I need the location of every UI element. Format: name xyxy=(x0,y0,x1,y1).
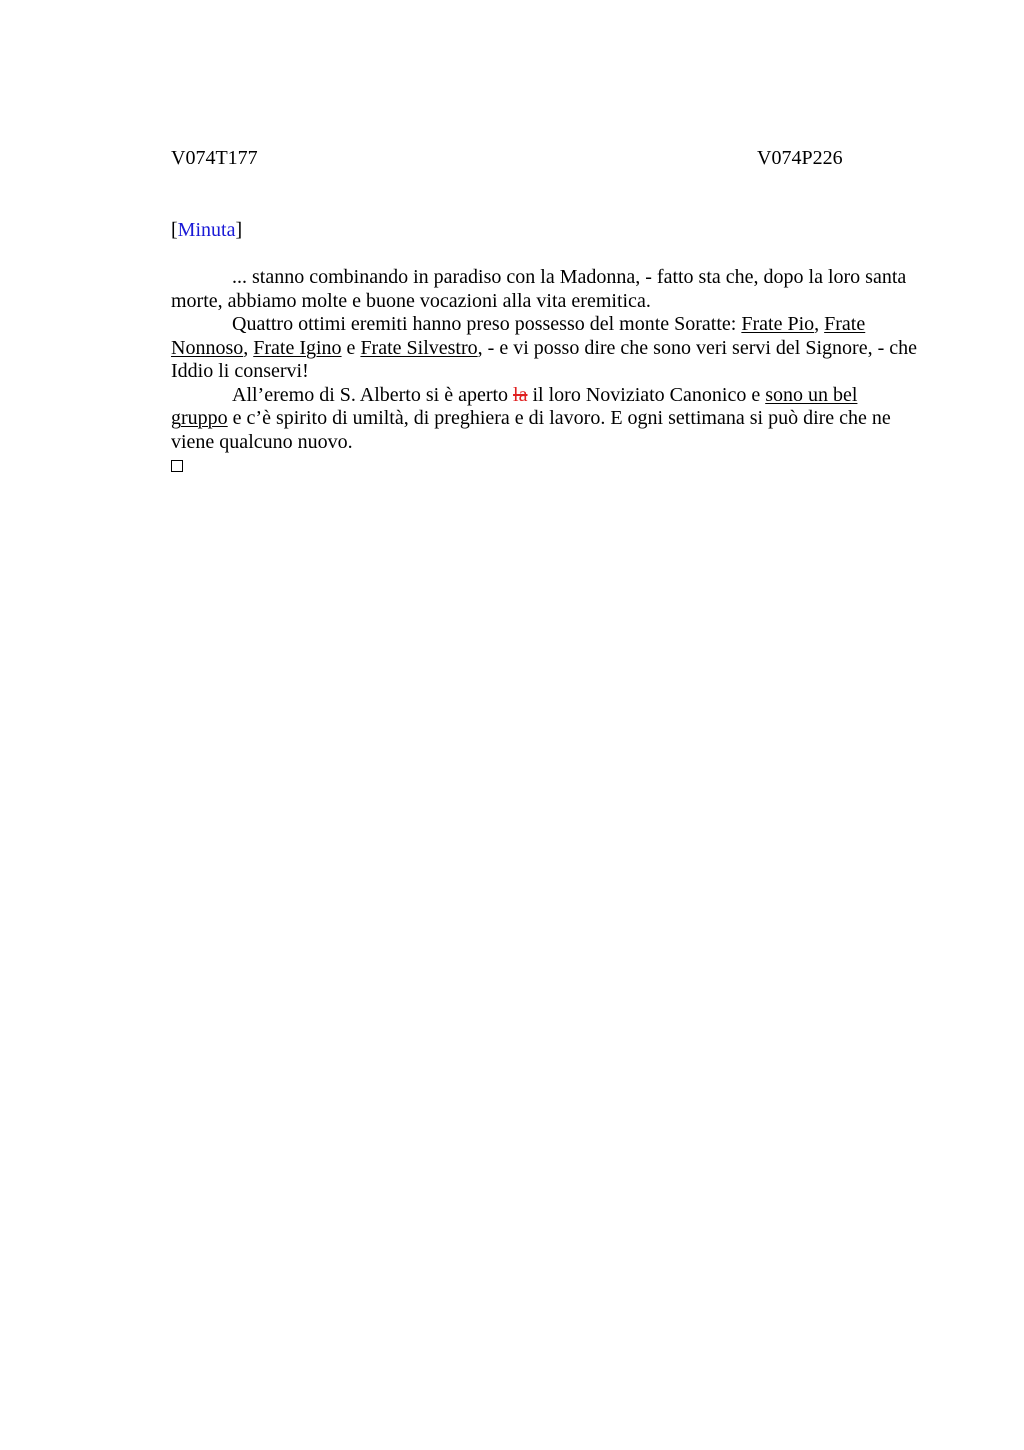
deleted-word: la xyxy=(513,383,528,406)
paragraph-3-text: e c’è spirito di umiltà, di preghiera e di lavoro. E ogni settimana si può dire che ne viene qualcuno nuovo. xyxy=(171,407,891,453)
paragraph-3 xyxy=(171,384,917,455)
heading-open-bracket: [ xyxy=(171,219,178,241)
paragraph-1-text: ... stanno combinando in paradiso con la Madonna, - fatto sta che, dopo la loro santa morte, abbiamo molte e buone vocazioni alla vita eremitica. xyxy=(171,266,907,312)
document-code-right: V074P226 xyxy=(757,147,843,169)
paragraph-2-text: , xyxy=(814,313,825,335)
heading-close-bracket: ] xyxy=(235,219,243,241)
underlined-name-frate-igino: Frate Igino xyxy=(253,336,342,359)
underlined-phrase: sono un bel gruppo xyxy=(171,383,858,429)
heading-label: Minuta xyxy=(177,219,236,241)
underlined-name-frate-pio: Frate Pio xyxy=(741,313,815,335)
paragraph-2 xyxy=(171,313,917,384)
section-heading xyxy=(171,218,242,242)
paragraph-3-text: il loro Noviziato Canonico e xyxy=(527,383,766,406)
end-marker-square-icon xyxy=(171,460,183,472)
letter-body xyxy=(171,266,917,472)
paragraph-2-text: , xyxy=(243,336,254,359)
underlined-name-frate-nonnoso: Frate Nonnoso xyxy=(171,313,866,359)
underlined-name-frate-silvestro: Frate Silvestro xyxy=(360,336,478,359)
paragraph-2-text: e xyxy=(341,336,361,359)
paragraph-2-text: , - e vi posso dire che sono veri servi del Signore, - che Iddio li conservi! xyxy=(171,336,917,382)
document-code-left: V074T177 xyxy=(171,147,258,169)
paragraph-2-text: Quattro ottimi eremiti hanno preso possesso del monte Soratte: xyxy=(232,313,742,335)
paragraph-1 xyxy=(171,266,917,313)
paragraph-3-text: All’eremo di S. Alberto si è aperto xyxy=(232,383,514,406)
